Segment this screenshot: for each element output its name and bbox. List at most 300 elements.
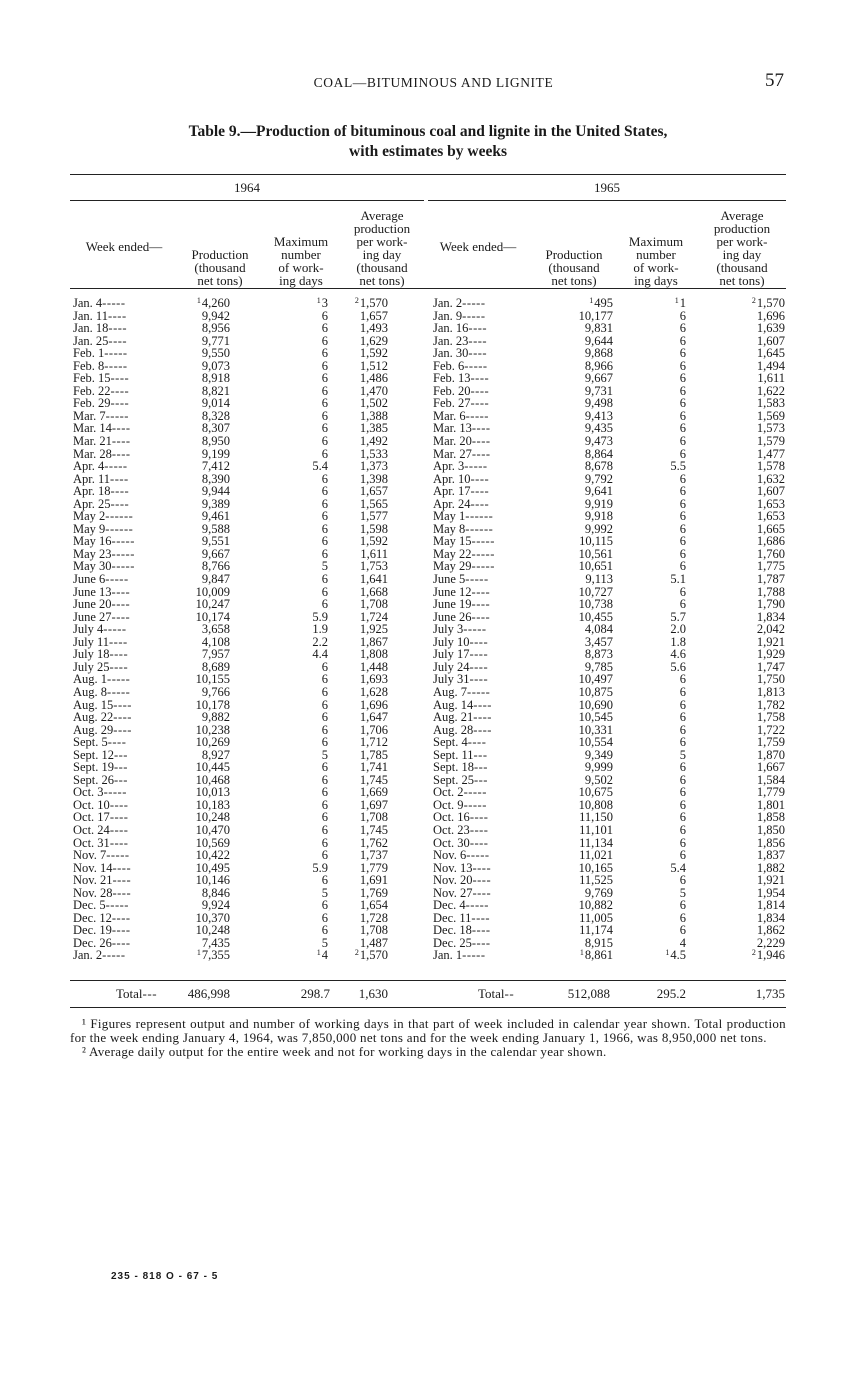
table-cell [262, 749, 328, 762]
max-days-value: 6 [679, 484, 686, 499]
avg-production-value: 1,592 [359, 346, 388, 361]
week-ended: Oct. 9 [433, 797, 464, 812]
footnote-marker: 1 [674, 296, 679, 305]
table-cell [262, 523, 328, 536]
production-value: 10,727 [578, 584, 613, 599]
week-ended: Jan. 1 [433, 948, 463, 963]
avg-production-value: 1,470 [359, 383, 388, 398]
week-ended: Feb. 6 [433, 358, 465, 373]
production-value: 10,497 [578, 672, 613, 687]
production-value: 4,108 [201, 634, 230, 649]
production-value: 9,349 [584, 747, 613, 762]
production-value: 10,248 [195, 923, 230, 938]
table-cell [620, 686, 686, 699]
max-days-value: 4 [321, 948, 328, 963]
table-title-line-2: with estimates by weeks [349, 143, 507, 160]
avg-production-value: 1,697 [359, 797, 388, 812]
production-value: 3,457 [584, 634, 613, 649]
leader-dots: ----- [103, 785, 127, 800]
week-ended: Mar. 6 [433, 408, 466, 423]
leader-dots: ----- [464, 358, 488, 373]
production-value: 10,013 [195, 785, 230, 800]
week-ended: Apr. 25 [73, 496, 111, 511]
week-ended: Mar. 21 [73, 434, 112, 449]
avg-production-value: 1,867 [359, 634, 388, 649]
week-ended: Jan. 2 [73, 948, 103, 963]
avg-production-value: 1,954 [756, 885, 785, 900]
max-days-value: 6 [321, 308, 328, 323]
week-ended: Feb. 8 [73, 358, 105, 373]
week-ended: Dec. 5 [73, 898, 106, 913]
production-value: 9,473 [584, 434, 613, 449]
week-ended: Feb. 20 [433, 383, 471, 398]
table-cell [262, 510, 328, 523]
week-ended: Aug. 7 [433, 684, 468, 699]
avg-production-value: 1,569 [756, 408, 785, 423]
production-value: 7,355 [201, 948, 230, 963]
leader-dots: ---- [110, 484, 130, 499]
table-cell [262, 774, 328, 787]
leader-dots: ------ [465, 521, 494, 536]
avg-production-value: 1,741 [359, 760, 388, 775]
week-ended: Feb. 13 [433, 371, 471, 386]
week-ended: Oct. 30 [433, 835, 470, 850]
week-ended: Aug. 15 [73, 697, 114, 712]
table-cell [262, 397, 328, 410]
table-cell [262, 736, 328, 749]
production-value: 11,174 [579, 923, 613, 938]
table-cell [620, 435, 686, 448]
leader-dots: ---- [470, 484, 490, 499]
avg-production-value: 1,925 [359, 622, 388, 637]
week-ended: July 3 [433, 622, 464, 637]
avg-production-value: 1,753 [359, 559, 388, 574]
avg-production-value: 1,487 [359, 935, 388, 950]
max-days-value: 6 [321, 546, 328, 561]
week-ended: Nov. 20 [433, 873, 473, 888]
week-ended: Feb. 1 [73, 346, 105, 361]
avg-production-value: 1,693 [359, 672, 388, 687]
week-ended: May 8 [433, 521, 466, 536]
table-cell [262, 347, 328, 360]
production-value: 10,882 [578, 898, 613, 913]
leader-dots: ----- [466, 848, 490, 863]
leader-dots: ---- [113, 697, 132, 712]
table-cell [620, 310, 686, 323]
avg-production-value: 1,629 [359, 333, 388, 348]
avg-production-value: 1,837 [756, 848, 785, 863]
table-cell [620, 460, 686, 473]
max-days-value: 6 [321, 396, 328, 411]
leader-dots: ---- [111, 434, 131, 449]
table-cell [620, 912, 686, 925]
leader-dots: ---- [471, 584, 491, 599]
avg-production-value: 1,653 [756, 496, 785, 511]
max-days-value: 6 [321, 760, 328, 775]
max-days-value: 6 [321, 810, 328, 825]
max-days-value: 6 [321, 471, 328, 486]
total-avg-1964: 1,630 [358, 986, 388, 1001]
table-cell [262, 435, 328, 448]
footnote-marker: 1 [196, 296, 201, 305]
week-ended: Nov. 21 [73, 873, 113, 888]
table-cell [620, 774, 686, 787]
max-days-value: 6 [321, 383, 328, 398]
max-days-value: 6 [679, 873, 686, 888]
max-days-value: 6 [321, 898, 328, 913]
week-ended: Nov. 7 [73, 848, 107, 863]
running-head: COAL—BITUMINOUS AND LIGNITE [313, 75, 554, 90]
table-top-rule [70, 174, 786, 175]
production-value: 9,113 [585, 572, 613, 587]
header-avg-1964: Average production per work- ing day (thousand net tons) [353, 208, 411, 288]
week-ended: Jan. 9 [433, 308, 463, 323]
week-ended: Nov. 27 [433, 885, 473, 900]
week-ended: Mar. 20 [433, 434, 472, 449]
week-ended: Nov. 14 [73, 860, 113, 875]
total-label-1964: Total--- [116, 986, 158, 1001]
production-value: 8,678 [584, 459, 613, 474]
week-ended: May 16 [73, 534, 112, 549]
leader-dots: ---- [470, 383, 490, 398]
header-bottom-rule [70, 288, 786, 289]
production-value: 9,498 [584, 396, 613, 411]
production-value: 11,021 [579, 848, 613, 863]
leader-dots: ---- [111, 584, 131, 599]
leader-dots: ---- [470, 371, 490, 386]
avg-production-value: 1,722 [756, 722, 785, 737]
table-cell [620, 824, 686, 837]
production-value: 8,918 [201, 371, 230, 386]
table-cell [620, 673, 686, 686]
production-value: 9,999 [584, 760, 613, 775]
table-cell [620, 761, 686, 774]
avg-production-value: 1,598 [359, 521, 388, 536]
week-ended: July 17 [433, 647, 470, 662]
table-cell [262, 661, 328, 674]
leader-dots: ---- [110, 383, 130, 398]
avg-production-value: 1,708 [359, 923, 388, 938]
table-cell [262, 473, 328, 486]
leader-dots: ----- [107, 684, 131, 699]
week-ended: Dec. 25 [433, 935, 472, 950]
header-production-1964: Production (thousand net tons) [191, 247, 249, 288]
week-ended: Sept. 5 [73, 735, 108, 750]
production-value: 11,134 [579, 835, 613, 850]
max-days-value: 6 [679, 559, 686, 574]
max-days-value: 6 [679, 471, 686, 486]
max-days-value: 6 [679, 923, 686, 938]
production-value: 10,247 [195, 597, 230, 612]
week-ended: Nov. 13 [433, 860, 473, 875]
table-cell [262, 485, 328, 498]
avg-production-value: 1,583 [756, 396, 785, 411]
production-value: 9,435 [584, 421, 613, 436]
max-days-value: 6 [321, 735, 328, 750]
avg-production-value: 1,492 [359, 434, 388, 449]
production-value: 9,641 [584, 484, 613, 499]
table-cell [620, 322, 686, 335]
max-days-value: 6 [321, 710, 328, 725]
table-cell [620, 360, 686, 373]
production-value: 10,009 [195, 584, 230, 599]
leader-dots: ----- [471, 559, 495, 574]
max-days-value: 4.6 [670, 647, 686, 662]
max-days-value: 5 [321, 935, 328, 950]
production-value: 9,847 [201, 572, 230, 587]
leader-dots: ---- [472, 860, 492, 875]
leader-dots: ---- [111, 421, 131, 436]
footnote-marker: 1 [589, 296, 594, 305]
week-ended: Apr. 4 [73, 459, 105, 474]
table-title-line-1: Table 9.—Production of bituminous coal and lignite in the United States, [188, 123, 668, 140]
leader-dots: ---- [473, 697, 492, 712]
max-days-value: 6 [679, 446, 686, 461]
table-cell [620, 397, 686, 410]
production-value: 9,550 [201, 346, 230, 361]
production-value: 10,468 [195, 772, 230, 787]
avg-production-value: 1,512 [359, 358, 388, 373]
table-bottom-rule [70, 1007, 786, 1008]
leader-dots: ---- [467, 735, 487, 750]
production-value: 4,260 [201, 296, 230, 310]
max-days-value: 6 [321, 509, 328, 524]
week-ended: Sept. 26 [73, 772, 114, 787]
leader-dots: ----- [106, 848, 130, 863]
week-ended: Apr. 17 [433, 484, 471, 499]
week-ended: May 15 [433, 534, 472, 549]
header-max-days-1965: Maximum number of work- ing days [628, 234, 684, 288]
max-days-value: 6 [679, 383, 686, 398]
leader-dots: --- [113, 772, 128, 787]
production-value: 9,461 [201, 509, 230, 524]
week-ended: July 18 [73, 647, 110, 662]
header-max-days-1964: Maximum number of work- ing days [273, 234, 329, 288]
production-value: 10,422 [195, 848, 230, 863]
week-ended: June 19 [433, 597, 472, 612]
week-ended: Dec. 26 [73, 935, 112, 950]
avg-production-value: 1,760 [756, 546, 785, 561]
footnote-marker: 1 [579, 948, 584, 958]
production-value: 9,831 [584, 321, 613, 336]
leader-dots: ---- [471, 446, 491, 461]
avg-production-value: 1,696 [359, 697, 388, 712]
table-cell [262, 699, 328, 712]
max-days-value: 6 [321, 346, 328, 361]
week-ended: Dec. 11 [433, 910, 472, 925]
avg-production-value: 1,882 [756, 860, 785, 875]
max-days-value: 6 [321, 697, 328, 712]
week-ended: Aug. 28 [433, 722, 474, 737]
max-days-value: 6 [679, 346, 686, 361]
leader-dots: ----- [471, 534, 495, 549]
leader-dots: ---- [108, 321, 128, 336]
year-1964-rule [70, 200, 424, 201]
table-cell [340, 949, 388, 962]
table-cell [620, 535, 686, 548]
table-cell [262, 460, 328, 473]
leader-dots: ---- [109, 810, 129, 825]
table-cell [620, 372, 686, 385]
avg-production-value: 1,494 [756, 358, 785, 373]
leader-dots: --- [473, 747, 488, 762]
production-value: 10,165 [578, 860, 613, 875]
week-ended: Sept. 4 [433, 735, 468, 750]
max-days-value: 6 [679, 546, 686, 561]
table-cell [262, 837, 328, 850]
max-days-value: 6 [321, 835, 328, 850]
avg-production-value: 1,573 [756, 421, 785, 436]
max-days-value: 6 [321, 672, 328, 687]
footnote-marker: 2 [751, 296, 756, 305]
max-days-value: 6 [321, 321, 328, 336]
avg-production-value: 1,622 [756, 383, 785, 398]
avg-production-value: 1,373 [359, 459, 388, 474]
max-days-value: 5 [321, 559, 328, 574]
table-cell [262, 711, 328, 724]
avg-production-value: 1,762 [359, 835, 388, 850]
leader-dots: ---- [113, 722, 132, 737]
production-value: 9,667 [584, 371, 613, 386]
max-days-value: 6 [321, 822, 328, 837]
leader-dots: ---- [469, 822, 489, 837]
table-cell [620, 887, 686, 900]
avg-production-value: 1,712 [359, 735, 388, 750]
leader-dots: ---- [108, 333, 128, 348]
avg-production-value: 1,668 [359, 584, 388, 599]
week-ended: Mar. 28 [73, 446, 112, 461]
avg-production-value: 1,728 [359, 910, 388, 925]
year-1965-heading: 1965 [594, 180, 620, 195]
max-days-value: 6 [321, 722, 328, 737]
leader-dots: ------ [105, 509, 134, 524]
avg-production-value: 1,758 [756, 710, 785, 725]
production-value: 8,821 [201, 383, 230, 398]
max-days-value: 4.4 [312, 647, 328, 662]
production-value: 8,915 [584, 935, 613, 950]
production-value: 9,502 [584, 772, 613, 787]
max-days-value: 2.0 [670, 622, 686, 637]
production-value: 10,445 [195, 760, 230, 775]
max-days-value: 5 [321, 885, 328, 900]
footnote-marker: 1 [665, 948, 670, 958]
table-cell [620, 924, 686, 937]
max-days-value: 6 [679, 408, 686, 423]
max-days-value: 6 [679, 797, 686, 812]
leader-dots: ----- [111, 559, 135, 574]
production-value: 10,146 [195, 873, 230, 888]
max-days-value: 6 [321, 797, 328, 812]
week-ended: Mar. 13 [433, 421, 472, 436]
max-days-value: 1.9 [312, 622, 328, 637]
max-days-value: 5 [679, 747, 686, 762]
production-value: 10,875 [578, 684, 613, 699]
week-ended: Apr. 10 [433, 471, 471, 486]
week-ended: Apr. 24 [433, 496, 471, 511]
table-cell [620, 699, 686, 712]
leader-dots: ---- [469, 835, 489, 850]
printer-mark: 235 - 818 O - 67 - 5 [111, 1271, 219, 1282]
total-avg-1965: 1,735 [755, 986, 785, 1001]
avg-production-value: 1,577 [359, 509, 388, 524]
table-cell [620, 422, 686, 435]
leader-dots: ----- [105, 898, 129, 913]
production-column-1965 [540, 297, 613, 962]
production-value: 8,689 [201, 659, 230, 674]
leader-dots: ----- [465, 408, 489, 423]
table-cell [262, 899, 328, 912]
production-value: 10,675 [578, 785, 613, 800]
table-cell [262, 548, 328, 561]
max-days-value: 6 [321, 534, 328, 549]
production-value: 9,667 [201, 546, 230, 561]
max-days-value: 6 [321, 584, 328, 599]
week-ended: July 4 [73, 622, 104, 637]
avg-production-value: 1,639 [756, 321, 785, 336]
table-cell [262, 686, 328, 699]
leader-dots: ---- [112, 885, 132, 900]
week-ended: Aug. 14 [433, 697, 474, 712]
week-ended: Sept. 11 [433, 747, 474, 762]
leader-dots: ----- [107, 672, 131, 687]
max-days-value: 6 [321, 408, 328, 423]
avg-production-value: 1,641 [359, 572, 388, 587]
leader-dots: ----- [463, 797, 487, 812]
leader-dots: ---- [111, 597, 131, 612]
week-ended: Sept. 18 [433, 760, 474, 775]
avg-production-value: 1,592 [359, 534, 388, 549]
table-cell [620, 711, 686, 724]
table-cell [262, 874, 328, 887]
avg-production-value: 1,607 [756, 484, 785, 499]
week-ended: Dec. 4 [433, 898, 466, 913]
production-value: 8,390 [201, 471, 230, 486]
avg-production-value: 1,779 [756, 785, 785, 800]
footnote-1: ¹ Figures represent output and number of working days in that part of week included in calendar year shown. Total production for the week ending January 4, 1964, was 7,850,000 net tons and for the week ending January 1, 1966, was 8,950,000 net tons. [70, 1016, 786, 1045]
avg-production-value: 1,570 [359, 948, 388, 963]
leader-dots: ---- [110, 396, 130, 411]
leader-dots: ---- [109, 797, 129, 812]
week-ended: July 25 [73, 659, 110, 674]
table-cell [262, 761, 328, 774]
leader-dots: ---- [109, 634, 128, 649]
week-ended: June 27 [73, 609, 112, 624]
week-ended: Nov. 6 [433, 848, 467, 863]
leader-dots: ---- [469, 634, 489, 649]
max-days-value: 6 [321, 923, 328, 938]
leader-dots: ---- [113, 710, 132, 725]
week-ended: July 24 [433, 659, 470, 674]
production-value: 9,073 [201, 358, 230, 373]
table-title [70, 122, 786, 162]
table-cell [262, 862, 328, 875]
production-value: 10,238 [195, 722, 230, 737]
avg-production-value: 1,750 [756, 672, 785, 687]
production-value: 9,588 [201, 521, 230, 536]
table-cell [620, 837, 686, 850]
avg-production-value: 1,653 [756, 509, 785, 524]
totals-rule [70, 980, 786, 981]
avg-production-value: 1,579 [756, 434, 785, 449]
max-days-value: 6 [679, 396, 686, 411]
max-days-value: 6 [679, 434, 686, 449]
leader-dots: ----- [104, 459, 128, 474]
production-value: 3,658 [201, 622, 230, 637]
week-ended: Jan. 2 [433, 296, 463, 310]
max-days-value: 6 [679, 421, 686, 436]
production-value: 11,525 [579, 873, 613, 888]
leader-dots: ----- [102, 948, 126, 963]
